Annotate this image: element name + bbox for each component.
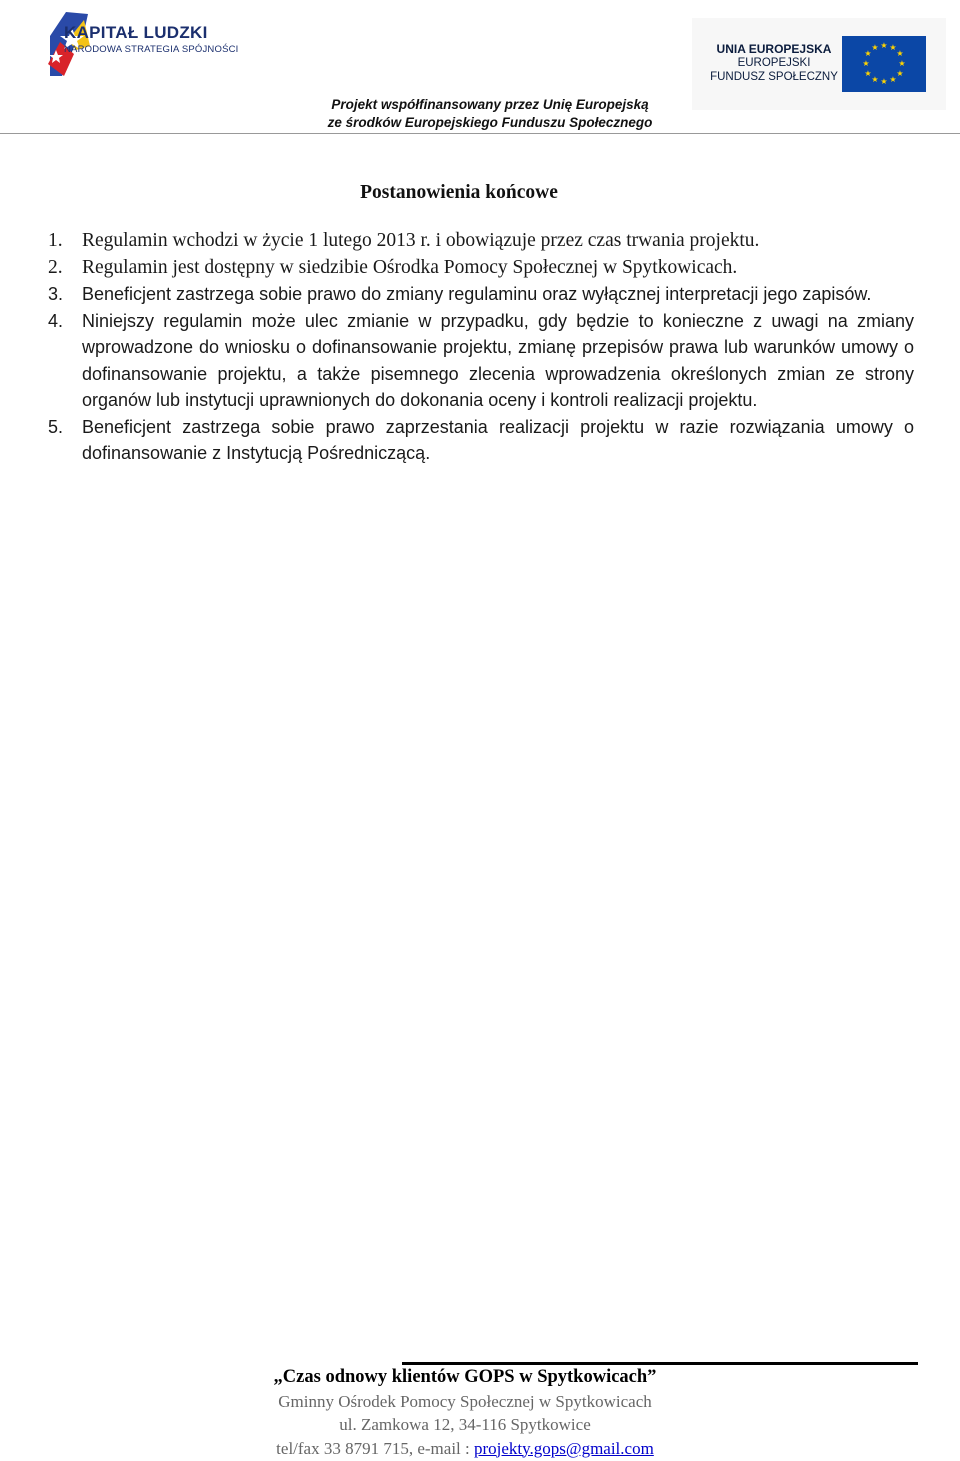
cofinance-note <box>0 96 960 132</box>
footer-phone: tel/fax 33 8791 715, e-mail : <box>276 1438 474 1458</box>
header-divider <box>0 133 960 134</box>
item-number: 3. <box>48 284 64 304</box>
item-number: 4. <box>48 310 64 331</box>
cofinance-line1: Projekt współfinansowany przez Unię Europejską <box>331 97 649 112</box>
footer-divider <box>402 1362 918 1365</box>
item-number: 2. <box>48 256 63 278</box>
eu-logo-line2: EUROPEJSKI <box>737 57 811 69</box>
svg-text:★: ★ <box>896 49 904 58</box>
item-text: Niniejszy regulamin może ulec zmianie w przypadku, gdy będzie to konieczne z uwagi na zmiany wprowadzone do wniosku o dofinansowanie projektu, zmianę przepisów prawa lub warunków umowy o dofinansowanie projektu, a także pisemnego zlecenia wprowadzenia określonych zmian ze strony organów lub instytucji uprawnionych do dokonania oceny i kontroli realizacji projektu. <box>82 310 914 410</box>
eu-logo-line1: UNIA EUROPEJSKA <box>716 42 832 56</box>
list-item <box>48 308 914 414</box>
svg-text:★: ★ <box>880 41 888 50</box>
item-text: Beneficjent zastrzega sobie prawo zaprzestania realizacji projektu w razie rozwiązania umowy o dofinansowanie z Instytucją Pośredniczącą. <box>82 416 914 463</box>
footer-contact <box>0 1437 930 1461</box>
svg-text:★: ★ <box>898 59 906 68</box>
kapital-ludzki-title: KAPITAŁ LUDZKI <box>64 23 208 42</box>
eu-flag-icon <box>842 36 926 92</box>
page-footer <box>0 1366 930 1460</box>
svg-text:★: ★ <box>864 49 872 58</box>
document-title: Postanowienia końcowe <box>360 182 558 203</box>
item-number: 5. <box>48 416 64 437</box>
footer-organization: Gminny Ośrodek Pomocy Społecznej w Spytkowicach <box>278 1391 652 1411</box>
item-text: Regulamin jest dostępny w siedzibie Ośrodka Pomocy Społecznej w Spytkowicach. <box>82 256 738 278</box>
svg-text:★: ★ <box>871 75 879 84</box>
eu-logo-text <box>710 42 838 84</box>
item-text: Regulamin wchodzi w życie 1 lutego 2013 r. i obowiązuje przez czas trwania projektu. <box>82 230 760 251</box>
footer-email-link[interactable]: projekty.gops@gmail.com <box>474 1438 654 1458</box>
list-item <box>48 228 914 255</box>
list-item <box>48 255 914 282</box>
list-item <box>48 281 914 308</box>
provisions-list <box>48 228 914 467</box>
eu-logo-line3: FUNDUSZ SPOŁECZNY <box>710 71 838 83</box>
svg-text:★: ★ <box>862 59 870 68</box>
kapital-ludzki-subtitle: NARODOWA STRATEGIA SPÓJNOŚCI <box>64 44 239 55</box>
cofinance-line2: ze środków Europejskiego Funduszu Społecznego <box>327 115 653 130</box>
svg-text:★: ★ <box>889 75 897 84</box>
svg-text:★: ★ <box>864 69 872 78</box>
page-header <box>0 0 960 135</box>
svg-text:★: ★ <box>896 69 904 78</box>
svg-text:★: ★ <box>889 43 897 52</box>
footer-slogan: „Czas odnowy klientów GOPS w Spytkowicach” <box>273 1367 657 1387</box>
svg-text:★: ★ <box>871 43 879 52</box>
svg-text:★: ★ <box>880 77 888 86</box>
list-item <box>48 414 914 467</box>
item-text: Beneficjent zastrzega sobie prawo do zmiany regulaminu oraz wyłącznej interpretacji jego zapisów. <box>82 284 872 304</box>
footer-address: ul. Zamkowa 12, 34-116 Spytkowice <box>339 1415 591 1434</box>
item-number: 1. <box>48 230 63 251</box>
